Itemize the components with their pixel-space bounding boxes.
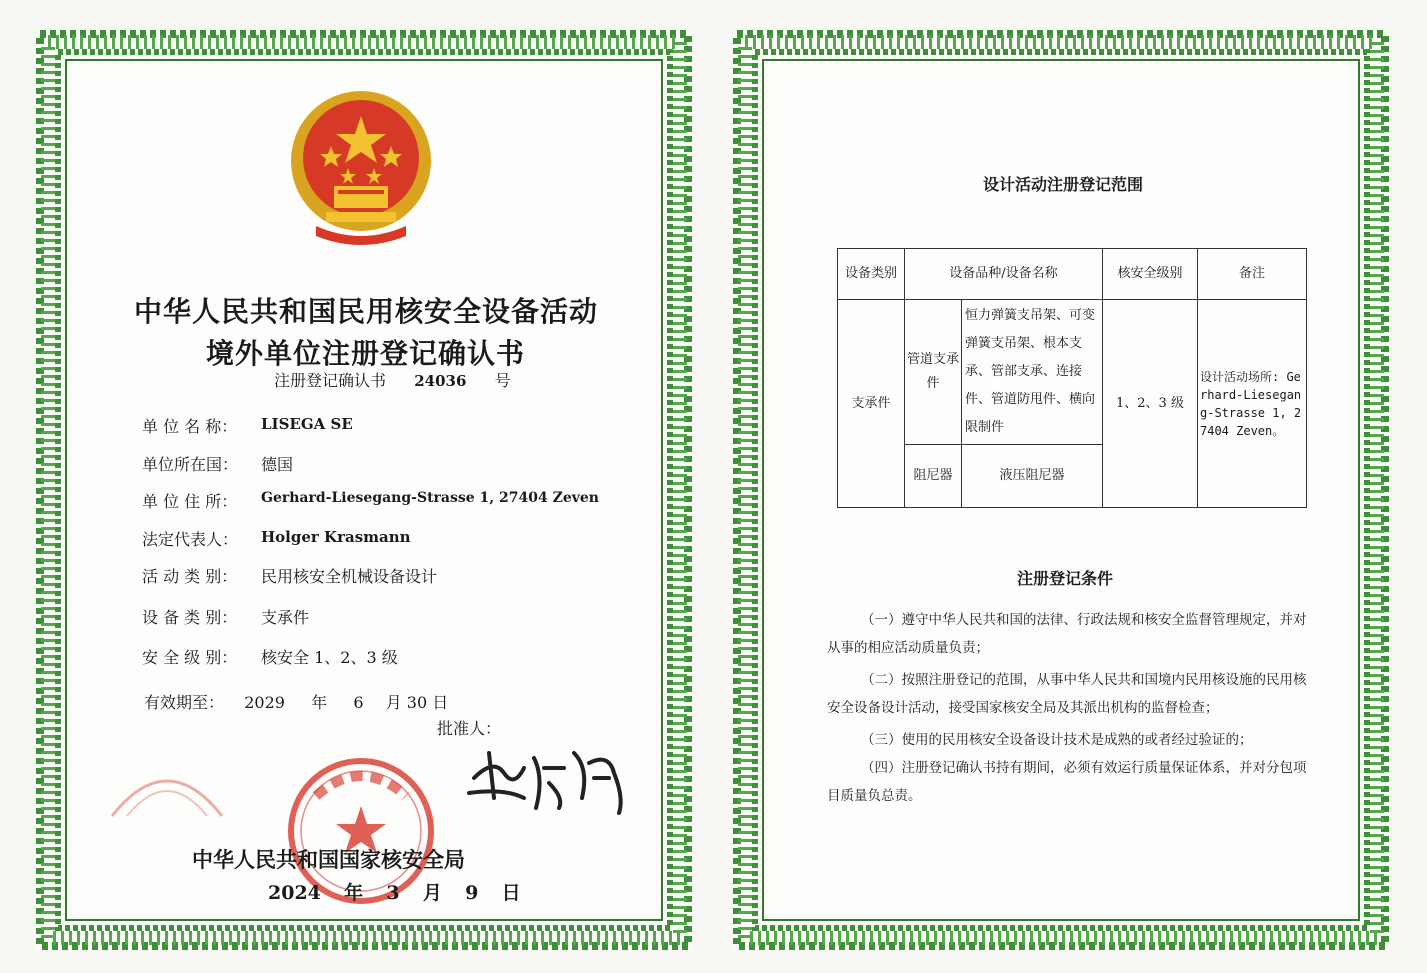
certificate-back bbox=[733, 30, 1389, 950]
header-variety: 设备品种/设备名称 bbox=[905, 249, 1103, 300]
issuer-name: 中华人民共和国国家核安全局 bbox=[192, 847, 465, 872]
field-value-address: Gerhard-Liesegang-Strasse 1, 27404 Zeven bbox=[261, 490, 599, 506]
cert-number-line bbox=[274, 368, 511, 391]
certificate-body bbox=[72, 66, 656, 914]
header-remark: 备注 bbox=[1198, 249, 1307, 300]
header-safety-class: 核安全级别 bbox=[1103, 249, 1198, 300]
field-label-unit-name: 单 位 名 称： bbox=[142, 417, 238, 436]
cell-variety-2: 阻尼器 bbox=[905, 445, 962, 508]
cell-variety-1: 管道支承件 bbox=[905, 300, 962, 445]
issue-date bbox=[268, 878, 521, 905]
cert-number-suffix: 号 bbox=[494, 371, 511, 390]
validity-month-unit: 月 bbox=[385, 693, 402, 712]
validity-day: 30 bbox=[406, 693, 428, 712]
field-label-legal-rep: 法定代表人： bbox=[142, 530, 239, 549]
field-value-country: 德国 bbox=[261, 455, 294, 474]
issue-year-unit: 年 bbox=[344, 882, 364, 904]
field-label-address: 单 位 住 所： bbox=[142, 492, 238, 511]
field-value-equipment: 支承件 bbox=[261, 608, 310, 627]
approver-label: 批准人： bbox=[437, 719, 502, 738]
condition-1: （一）遵守中华人民共和国的法律、行政法规和核安全监督管理规定，并对从事的相应活动质量负责； bbox=[827, 612, 1307, 656]
validity-year-unit: 年 bbox=[311, 693, 328, 712]
issue-month-unit: 月 bbox=[422, 882, 442, 904]
cell-remark: 设计活动场所: Gerhard-Liesegang-Strasse 1, 27404 Zeven。 bbox=[1198, 300, 1307, 508]
conditions-title: 注册登记条件 bbox=[1017, 569, 1114, 588]
issue-day: 9 bbox=[465, 882, 479, 904]
field-value-unit-name: LISEGA SE bbox=[261, 415, 353, 433]
issue-day-unit: 日 bbox=[501, 882, 521, 904]
field-label-country: 单位所在国： bbox=[142, 455, 239, 474]
validity-label: 有效期至： bbox=[144, 693, 225, 712]
validity-month: 6 bbox=[353, 693, 364, 712]
cell-safety-class: 1、2、3 级 bbox=[1103, 300, 1198, 508]
field-label-safety-class: 安 全 级 别： bbox=[142, 648, 238, 667]
validity-day-unit: 日 bbox=[432, 693, 449, 712]
field-value-activity: 民用核安全机械设备设计 bbox=[261, 567, 438, 586]
cell-variety-2-name: 液压阻尼器 bbox=[962, 445, 1103, 508]
scope-title: 设计活动注册登记范围 bbox=[983, 175, 1144, 194]
title-line-2: 境外单位注册登记确认书 bbox=[206, 337, 526, 370]
issue-year: 2024 bbox=[268, 882, 321, 904]
cert-number: 24036 bbox=[414, 372, 467, 390]
field-value-safety-class: 核安全 1、2、3 级 bbox=[261, 648, 398, 667]
validity-year: 2029 bbox=[244, 693, 285, 712]
issue-month: 3 bbox=[386, 882, 400, 904]
title-line-1: 中华人民共和国民用核安全设备活动 bbox=[134, 295, 599, 328]
cell-category: 支承件 bbox=[838, 300, 905, 508]
header-category: 设备类别 bbox=[838, 249, 905, 300]
validity-line bbox=[144, 690, 448, 713]
national-emblem-icon bbox=[286, 86, 436, 246]
field-label-equipment: 设 备 类 别： bbox=[142, 608, 238, 627]
condition-4: （四）注册登记确认书持有期间，必须有效运行质量保证体系，并对分包项目质量负总责。 bbox=[827, 760, 1307, 804]
condition-3: （三）使用的民用核安全设备设计技术是成熟的或者经过验证的； bbox=[861, 732, 1253, 748]
certificate-front bbox=[36, 30, 692, 950]
faint-red-stamp bbox=[102, 756, 232, 826]
condition-2: （二）按照注册登记的范围，从事中华人民共和国境内民用核设施的民用核安全设备设计活动，接受国家核安全局及其派出机构的监督检查； bbox=[827, 672, 1307, 716]
field-label-activity: 活 动 类 别： bbox=[142, 567, 238, 586]
handwritten-signature bbox=[464, 738, 634, 818]
table-row bbox=[838, 300, 1307, 445]
scope-table bbox=[837, 248, 1307, 508]
field-value-legal-rep: Holger Krasmann bbox=[261, 528, 411, 546]
cert-number-label: 注册登记确认书 bbox=[274, 371, 387, 390]
certificate-body bbox=[769, 66, 1353, 914]
table-header-row bbox=[838, 249, 1307, 300]
cell-variety-1-name: 恒力弹簧支吊架、可变弹簧支吊架、根本支承、管部支承、连接件、管道防甩件、横向限制件 bbox=[962, 300, 1103, 445]
